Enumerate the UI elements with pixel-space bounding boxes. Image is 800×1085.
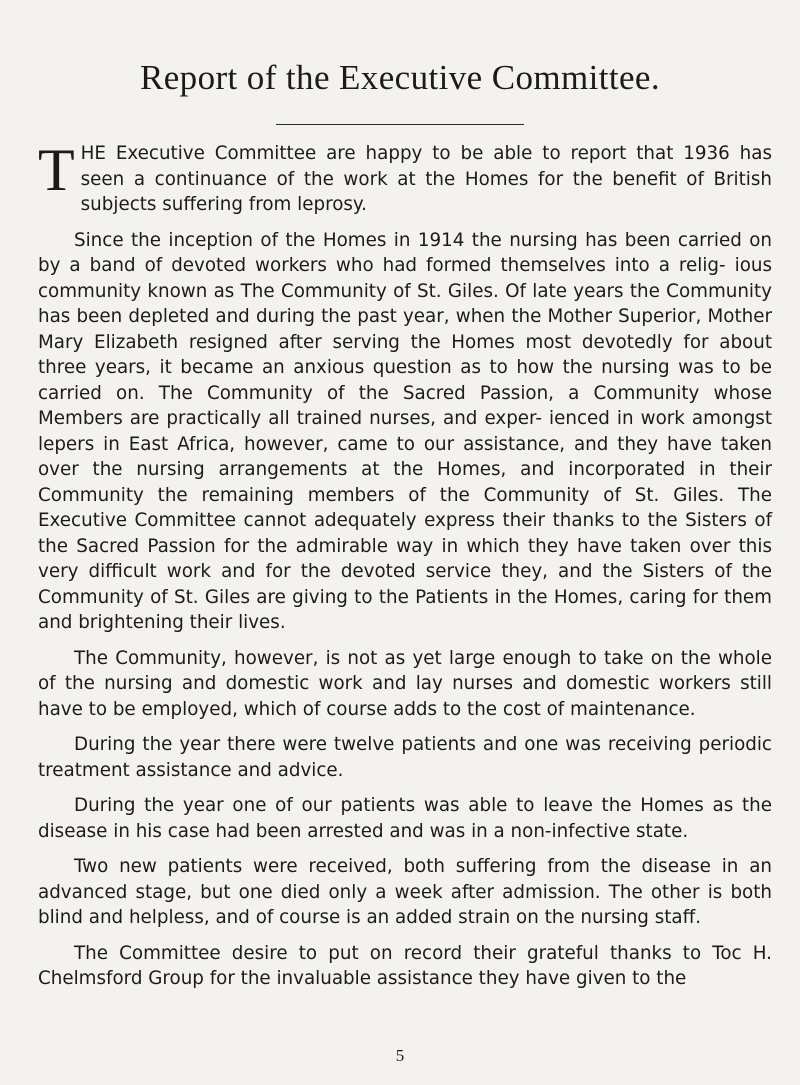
paragraph-1-text: HE Executive Committee are happy to be able to report that 1936 has seen a continuance of the work at the Homes for the benefit of British subjects suffering from leprosy. xyxy=(80,143,772,215)
drop-cap: T xyxy=(38,137,75,203)
paragraph-7: The Committee desire to put on record their grateful thanks to Toc H. Chelmsford Group for the invaluable assistance they have given to the xyxy=(38,942,772,989)
paragraph-1 xyxy=(38,137,772,218)
paragraph-4: During the year there were twelve patients and one was receiving periodic treatment assistance and advice. xyxy=(38,734,772,781)
paragraph-5: During the year one of our patients was able to leave the Homes as the disease in his case had been arrested and was in a non-infective state. xyxy=(38,795,772,842)
page-title: Report of the Executive Committee. xyxy=(140,58,660,97)
page-number: 5 xyxy=(395,1046,405,1065)
title-divider xyxy=(276,124,524,125)
paragraph-2: Since the inception of the Homes in 1914 the nursing has been carried on by a band of devoted workers who had formed themselves into a relig- ious community known as The Community of St. Giles. Of late years the Community has been depleted and during the past year, when the Mother Superior, Mother Mary Elizabeth resigned after serving the Homes most devotedly for about three years, it became an anxious question as to how the nursing was to be carried on. The Community of the Sacred Passion, a Community whose Members are practically all trained nurses, and exper- ienced in work amongst lepers in East Africa, however, came to our assistance, and they have taken over the nursing arrangements at the Homes, and incorporated in their Community the remaining members of the Community of St. Giles. The Executive Committee cannot adequately express their thanks to the Sisters of the Sacred Passion for the admirable way in which they have taken over this very difficult work and for the devoted service they, and the Sisters of the Community of St. Giles are giving to the Patients in the Homes, caring for them and brightening their lives. xyxy=(38,229,772,633)
paragraph-6: Two new patients were received, both suffering from the disease in an advanced stage, but one died only a week after admission. The other is both blind and helpless, and of course is an added strain on the nursing staff. xyxy=(38,856,772,928)
paragraph-3: The Community, however, is not as yet large enough to take on the whole of the nursing and domestic work and lay nurses and domestic workers still have to be employed, which of course adds to the cost of maintenance. xyxy=(38,647,772,720)
report-body xyxy=(38,137,772,1002)
